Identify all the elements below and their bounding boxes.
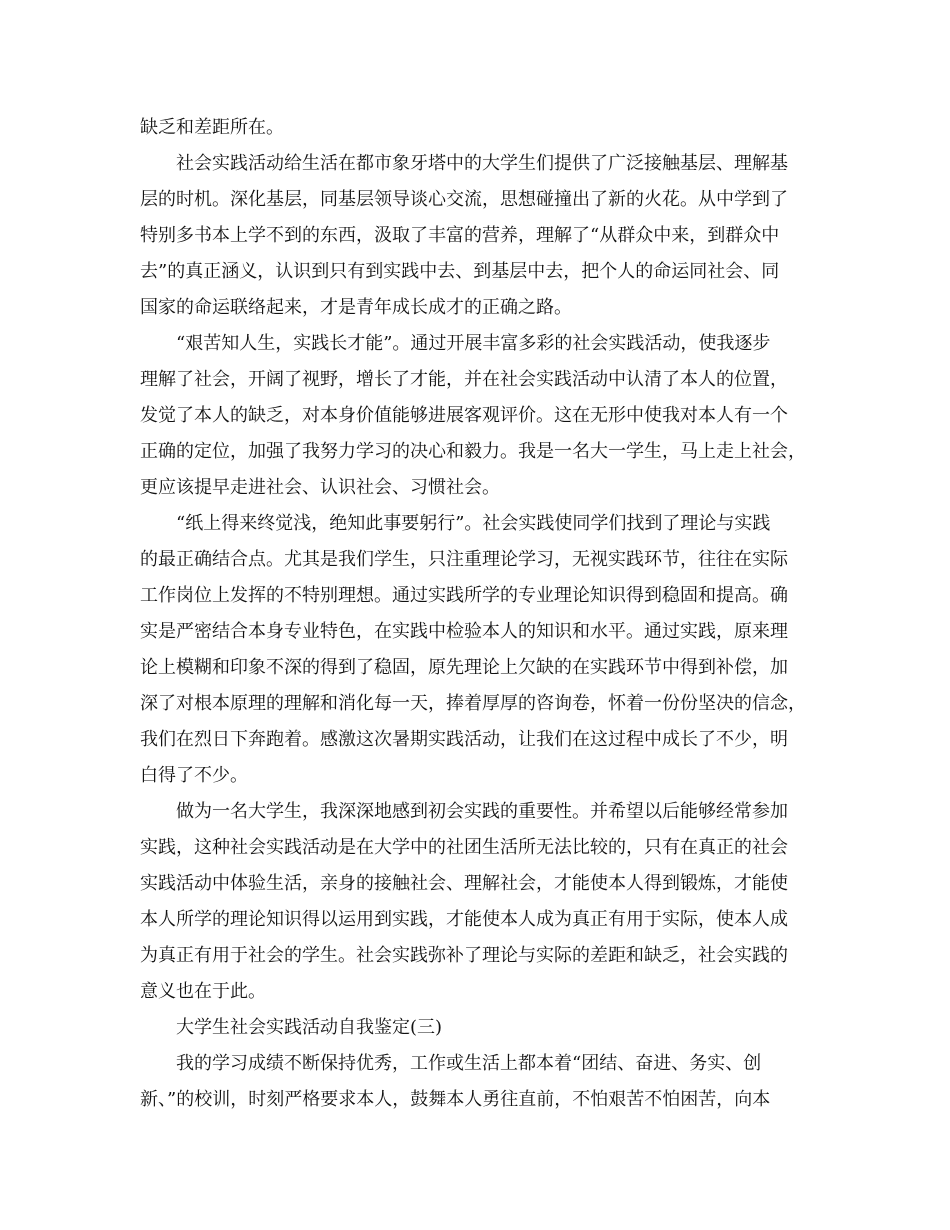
text-line: 正确的定位，加强了我努力学习的决心和毅力。我是一名大一学生，马上走上社会， (140, 441, 806, 462)
text-line: 新、”的校训，时刻严格要求本人，鼓舞本人勇往直前，不怕艰苦不怕困苦，向本 (140, 1089, 771, 1110)
text-line: 层的时机。深化基层，同基层领导谈心交流，思想碰撞出了新的火花。从中学到了 (140, 189, 788, 210)
text-line: 意义也在于此。 (140, 981, 266, 1002)
text-line: 社会实践活动给生活在都市象牙塔中的大学生们提供了广泛接触基层、理解基 (176, 153, 788, 174)
text-line: 工作岗位上发挥的不特别理想。通过实践所学的专业理论知识得到稳固和提高。确 (140, 585, 788, 606)
text-line: 实是严密结合本身专业特色，在实践中检验本人的知识和水平。通过实践，原来理 (140, 621, 788, 642)
paragraph (140, 326, 820, 506)
text-line: 本人所学的理论知识得以运用到实践，才能使本人成为真正有用于实际，使本人成 (140, 909, 788, 930)
section-heading (140, 1010, 820, 1046)
paragraph (140, 794, 820, 1010)
text-line: 实践，这种社会实践活动是在大学中的社团生活所无法比较的，只有在真正的社会 (140, 837, 788, 858)
text-line: 为真正有用于社会的学生。社会实践弥补了理论与实际的差距和缺乏，社会实践的 (140, 945, 788, 966)
text-line: “艰苦知人生，实践长才能”。通过开展丰富多彩的社会实践活动，使我逐步 (176, 333, 771, 354)
text-line: 去”的真正涵义，认识到只有到实践中去、到基层中去，把个人的命运同社会、同 (140, 261, 780, 282)
text-line: 实践活动中体验生活，亲身的接触社会、理解社会，才能使本人得到锻炼，才能使 (140, 873, 788, 894)
text-line: 特别多书本上学不到的东西，汲取了丰富的营养，理解了“从群众中来，到群众中 (140, 225, 780, 246)
document-page (140, 110, 820, 1118)
text-line: 做为一名大学生，我深深地感到初会实践的重要性。并希望以后能够经常参加 (176, 801, 788, 822)
text-line: 国家的命运联络起来，才是青年成长成才的正确之路。 (140, 297, 572, 318)
paragraph (140, 1046, 820, 1118)
text-line: 白得了不少。 (140, 765, 248, 786)
paragraph (140, 110, 820, 146)
text-line: 发觉了本人的缺乏，对本身价值能够进展客观评价。这在无形中使我对本人有一个 (140, 405, 788, 426)
paragraph (140, 146, 820, 326)
text-line: “纸上得来终觉浅，绝知此事要躬行”。社会实践使同学们找到了理论与实践 (176, 513, 771, 534)
text-line: 我们在烈日下奔跑着。感激这次暑期实践活动，让我们在这过程中成长了不少，明 (140, 729, 788, 750)
text-line: 论上模糊和印象不深的得到了稳固，原先理论上欠缺的在实践环节中得到补偿，加 (140, 657, 788, 678)
text-line: 更应该提早走进社会、认识社会、习惯社会。 (140, 477, 500, 498)
text-line: 大学生社会实践活动自我鉴定(三) (176, 1017, 443, 1038)
text-line: 缺乏和差距所在。 (140, 117, 284, 138)
paragraph (140, 506, 820, 794)
text-line: 的最正确结合点。尤其是我们学生，只注重理论学习，无视实践环节，往往在实际 (140, 549, 788, 570)
text-line: 深了对根本原理的理解和消化每一天，捧着厚厚的咨询卷，怀着一份份坚决的信念， (140, 693, 806, 714)
text-line: 我的学习成绩不断保持优秀，工作或生活上都本着“团结、奋进、务实、创 (176, 1053, 762, 1074)
text-line: 理解了社会，开阔了视野，增长了才能，并在社会实践活动中认清了本人的位置， (140, 369, 788, 390)
